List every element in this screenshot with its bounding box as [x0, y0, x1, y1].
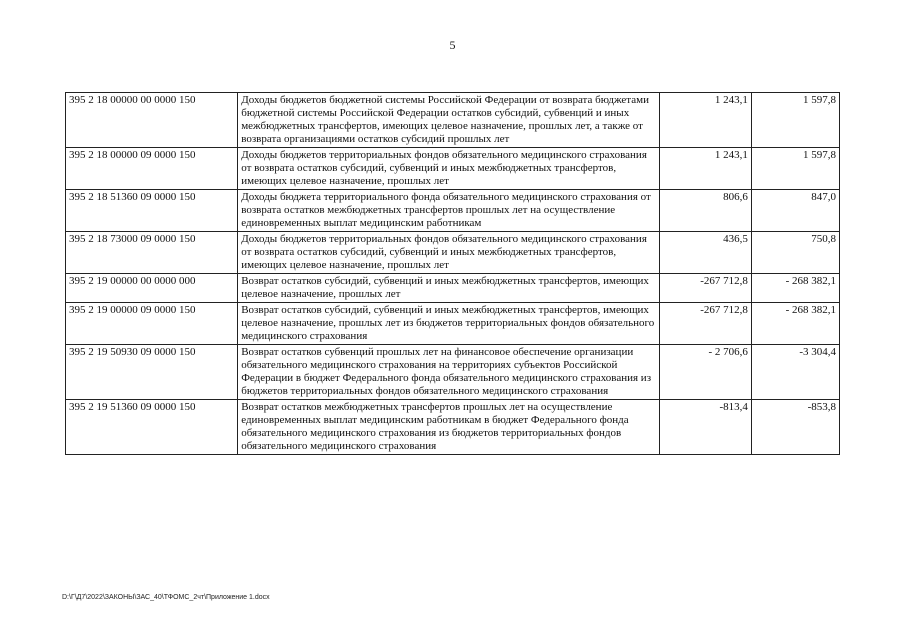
- amount-cell-1: -267 712,8: [659, 274, 751, 303]
- table-row: [66, 345, 840, 400]
- amount-cell-1: 806,6: [659, 190, 751, 232]
- amount-cell-1: - 2 706,6: [659, 345, 751, 400]
- file-path-footer: D:\Г\Д7\2022\ЗАКОНЫ\ЗАС_40\ТФОМС_2чт\Приложение 1.docx: [62, 594, 270, 601]
- income-name-cell: Возврат остатков субсидий, субвенций и иных межбюджетных трансфертов, имеющих целевое назначение, прошлых лет: [238, 274, 660, 303]
- table-row: [66, 148, 840, 190]
- budget-code-cell: 395 2 18 00000 00 0000 150: [66, 93, 238, 148]
- page-number: 5: [449, 38, 456, 52]
- budget-code-cell: 395 2 18 73000 09 0000 150: [66, 232, 238, 274]
- table-row: [66, 232, 840, 274]
- amount-cell-2: -853,8: [751, 400, 839, 455]
- amount-cell-2: - 268 382,1: [751, 303, 839, 345]
- budget-code-cell: 395 2 18 51360 09 0000 150: [66, 190, 238, 232]
- income-name-cell: Возврат остатков субвенций прошлых лет на финансовое обеспечение организации обязательного медицинского страхования на территориях субъектов Российской Федерации в бюджет Федерального фонда обязательного медицинского страхования из бюджетов территориальных фондов обязательного медицинского страхования: [238, 345, 660, 400]
- income-name-cell: Возврат остатков субсидий, субвенций и иных межбюджетных трансфертов, имеющих целевое назначение, прошлых лет из бюджетов территориальных фондов обязательного медицинского страхования: [238, 303, 660, 345]
- budget-code-cell: 395 2 19 00000 09 0000 150: [66, 303, 238, 345]
- budget-code-cell: 395 2 19 00000 00 0000 000: [66, 274, 238, 303]
- table-row: [66, 303, 840, 345]
- table-row: [66, 190, 840, 232]
- income-name-cell: Возврат остатков межбюджетных трансфертов прошлых лет на осуществление единовременных выплат медицинским работникам в бюджет Федерального фонда обязательного медицинского страхования из бюджетов территориальных фондов обязательного медицинского страхования: [238, 400, 660, 455]
- amount-cell-2: 847,0: [751, 190, 839, 232]
- table-row: [66, 93, 840, 148]
- amount-cell-2: 1 597,8: [751, 93, 839, 148]
- amount-cell-1: 1 243,1: [659, 148, 751, 190]
- amount-cell-1: 436,5: [659, 232, 751, 274]
- table-row: [66, 400, 840, 455]
- amount-cell-2: 1 597,8: [751, 148, 839, 190]
- income-name-cell: Доходы бюджетов территориальных фондов обязательного медицинского страхования от возврата остатков субсидий, субвенций и иных межбюджетных трансфертов, имеющих целевое назначение, прошлых лет: [238, 148, 660, 190]
- income-name-cell: Доходы бюджетов территориальных фондов обязательного медицинского страхования от возврата остатков субсидий, субвенций и иных межбюджетных трансфертов, имеющих целевое назначение, прошлых лет: [238, 232, 660, 274]
- amount-cell-2: - 268 382,1: [751, 274, 839, 303]
- budget-table: [65, 92, 840, 455]
- amount-cell-1: -813,4: [659, 400, 751, 455]
- income-name-cell: Доходы бюджета территориального фонда обязательного медицинского страхования от возврата остатков межбюджетных трансфертов прошлых лет на осуществление единовременных выплат медицинским работникам: [238, 190, 660, 232]
- budget-code-cell: 395 2 19 50930 09 0000 150: [66, 345, 238, 400]
- amount-cell-1: -267 712,8: [659, 303, 751, 345]
- amount-cell-1: 1 243,1: [659, 93, 751, 148]
- income-name-cell: Доходы бюджетов бюджетной системы Российской Федерации от возврата бюджетами бюджетной системы Российской Федерации остатков субсидий, субвенций и иных межбюджетных трансфертов, имеющих целевое назначение, прошлых лет, а также от возврата организациями остатков субсидий прошлых лет: [238, 93, 660, 148]
- amount-cell-2: -3 304,4: [751, 345, 839, 400]
- table-row: [66, 274, 840, 303]
- budget-code-cell: 395 2 18 00000 09 0000 150: [66, 148, 238, 190]
- amount-cell-2: 750,8: [751, 232, 839, 274]
- budget-code-cell: 395 2 19 51360 09 0000 150: [66, 400, 238, 455]
